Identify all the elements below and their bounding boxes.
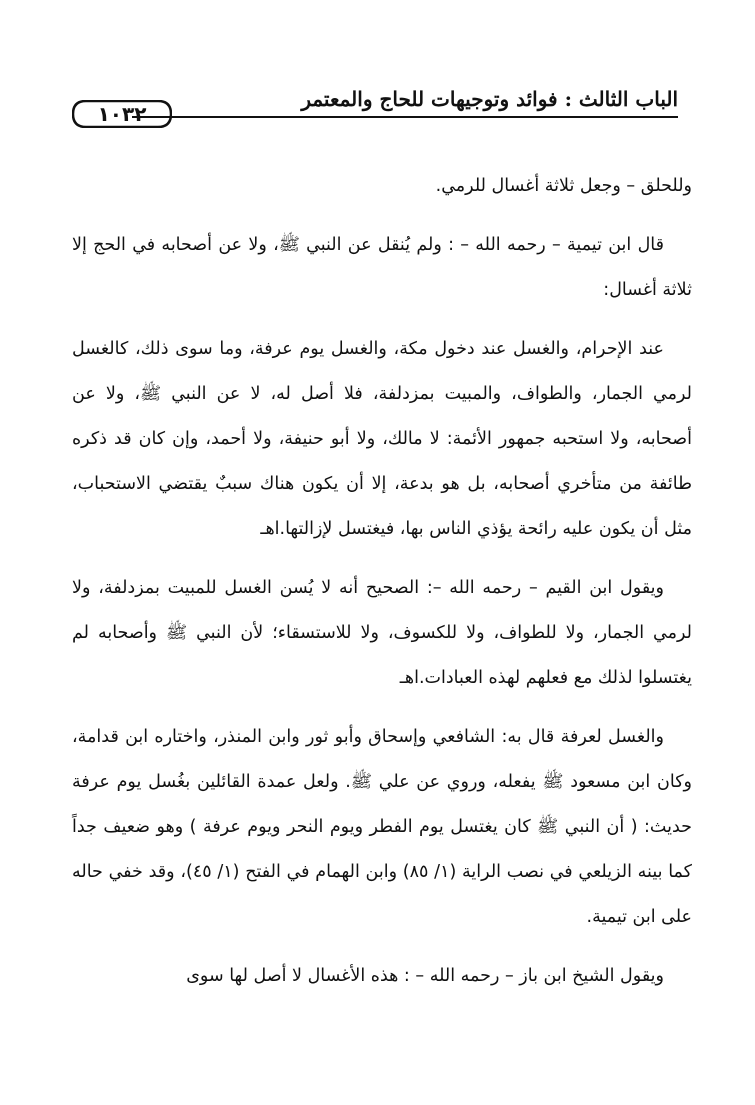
header-rule (132, 116, 678, 118)
chapter-title: الباب الثالث : فوائد وتوجيهات للحاج والمعتمر (301, 87, 678, 111)
page-number: ١٠٣٢ (97, 102, 147, 126)
paragraph-6: ويقول الشيخ ابن باز – رحمه الله – : هذه الأغسال لا أصل لها سوى (186, 966, 664, 986)
page-body (72, 164, 692, 1013)
page-header (72, 80, 678, 128)
paragraph-1: وللحلق – وجعل ثلاثة أغسال للرمي. (435, 176, 692, 196)
paragraph-3: عند الإحرام، والغسل عند دخول مكة، والغسل يوم عرفة، وما سوى ذلك، كالغسل لرمي الجمار، والطواف، والمبيت بمزدلفة، فلا أصل له، لا عن النبي ﷺ، ولا عن أصحابه، ولا استحبه جمهور الأئمة: لا مالك، ولا أبو حنيفة، ولا أحمد، وإن كان قد ذكره طائفة من متأخري أصحابه، بل هو بدعة، إلا أن يكون هناك سببٌ يقتضي الاستحباب، مثل أن يكون عليه رائحة يؤذي الناس بها، فيغتسل لإزالتها.اهـ (72, 339, 692, 539)
paragraph-2: قال ابن تيمية – رحمه الله – : ولم يُنقل عن النبي ﷺ، ولا عن أصحابه في الحج إلا ثلاثة أغسال: (72, 235, 692, 300)
paragraph-5: والغسل لعرفة قال به: الشافعي وإسحاق وأبو ثور وابن المنذر، واختاره ابن قدامة، وكان ابن مسعود ﷺ يفعله، وروي عن علي ﷺ. ولعل عمدة القائلين بغُسل يوم عرفة حديث: ( أن النبي ﷺ كان يغتسل يوم الفطر ويوم النحر ويوم عرفة ) وهو ضعيف جداً كما بينه الزيلعي في نصب الراية (١/ ٨٥) وابن الهمام في الفتح (١/ ٤٥)، وقد خفي حاله على ابن تيمية. (72, 727, 692, 927)
paragraph-4: ويقول ابن القيم – رحمه الله –: الصحيح أنه لا يُسن الغسل للمبيت بمزدلفة، ولا لرمي الجمار، ولا للطواف، ولا للكسوف، ولا للاستسقاء؛ لأن النبي ﷺ وأصحابه لم يغتسلوا لذلك مع فعلهم لهذه العبادات.اهـ (72, 578, 692, 688)
page-number-badge (72, 100, 172, 128)
